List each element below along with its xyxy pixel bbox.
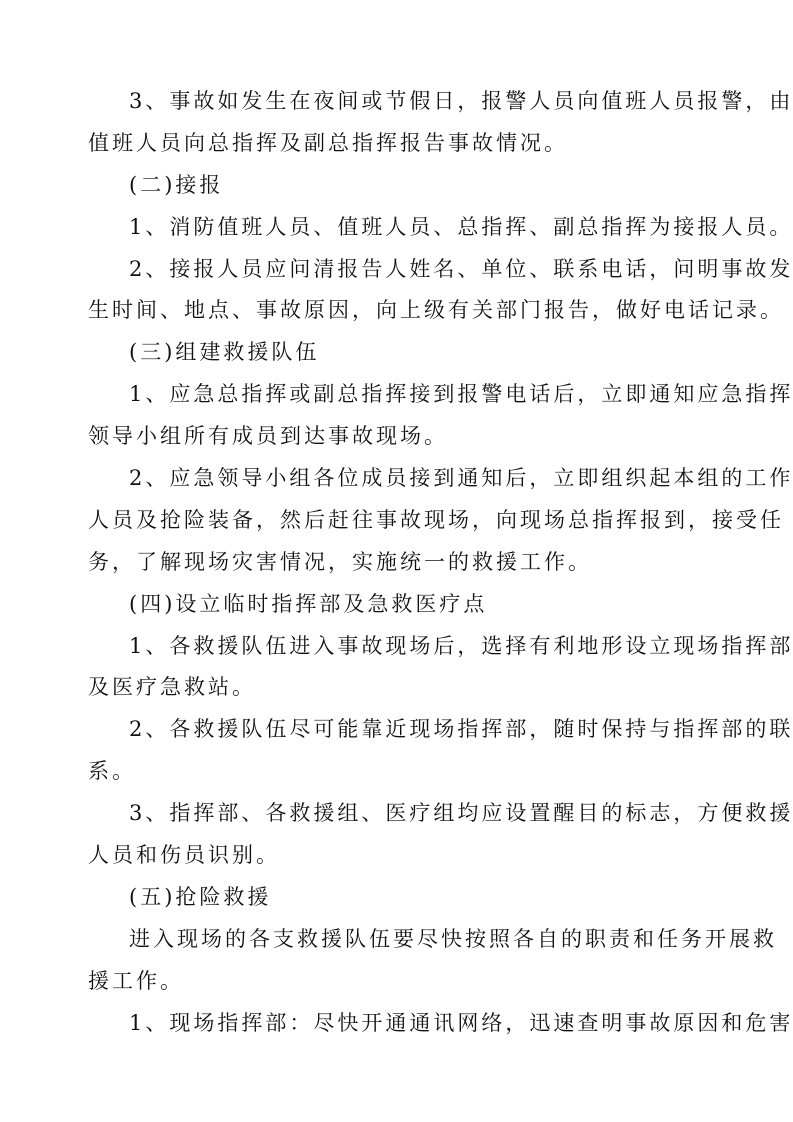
paragraph (88, 626, 793, 710)
paragraph (88, 207, 793, 249)
document-page (88, 81, 793, 1044)
text-line: 1、各救援队伍进入事故现场后，选择有利地形设立现场指挥部 (129, 633, 793, 658)
paragraph (88, 249, 793, 333)
text-line: 进入现场的各支救援队伍要尽快按照各自的职责和任务开展救 (129, 926, 777, 951)
paragraph (88, 81, 793, 165)
text-line: 3、事故如发生在夜间或节假日，报警人员向值班人员报警，由 (129, 89, 793, 113)
paragraph (88, 1003, 793, 1045)
paragraph (88, 793, 793, 877)
paragraph (88, 165, 709, 207)
text-line: (三)组建救援队伍 (129, 340, 320, 365)
paragraph (88, 877, 709, 919)
text-line: 1、现场指挥部：尽快开通通讯网络，迅速查明事故原因和危害 (129, 1010, 793, 1035)
text-line: 领导小组所有成员到达事故现场。 (88, 424, 448, 449)
text-line: 值班人员向总指挥及副总指挥报告事故情况。 (88, 130, 568, 155)
text-line: 生时间、地点、事故原因，向上级有关部门报告，做好电话记录。 (88, 298, 784, 323)
text-line: 3、指挥部、各救援组、医疗组均应设置醒目的标志，方便救援 (129, 801, 793, 826)
paragraph (88, 919, 777, 1003)
paragraph (88, 374, 793, 458)
text-line: (五)抢险救援 (129, 884, 272, 909)
paragraph (88, 709, 793, 793)
text-line: 人员和伤员识别。 (88, 843, 280, 868)
text-line: (四)设立临时指挥部及急救医疗点 (129, 591, 488, 616)
text-line: 系。 (88, 759, 136, 784)
paragraph (88, 458, 793, 584)
text-line: 人员及抢险装备，然后赶往事故现场，向现场总指挥报到，接受任 (88, 507, 784, 532)
paragraph (88, 584, 709, 626)
paragraph (88, 332, 709, 374)
text-line: 2、应急领导小组各位成员接到通知后，立即组织起本组的工作 (129, 466, 793, 491)
text-line: 务，了解现场灾害情况，实施统一的救援工作。 (88, 549, 592, 574)
text-line: 1、应急总指挥或副总指挥接到报警电话后，立即通知应急指挥 (129, 382, 793, 407)
text-line: 1、消防值班人员、值班人员、总指挥、副总指挥为接报人员。 (129, 214, 793, 239)
text-line: 2、各救援队伍尽可能靠近现场指挥部，随时保持与指挥部的联 (129, 717, 793, 742)
text-line: 2、接报人员应问清报告人姓名、单位、联系电话，问明事故发 (129, 256, 793, 281)
text-line: (二)接报 (129, 172, 224, 197)
text-line: 及医疗急救站。 (88, 675, 256, 700)
text-line: 援工作。 (88, 968, 184, 993)
